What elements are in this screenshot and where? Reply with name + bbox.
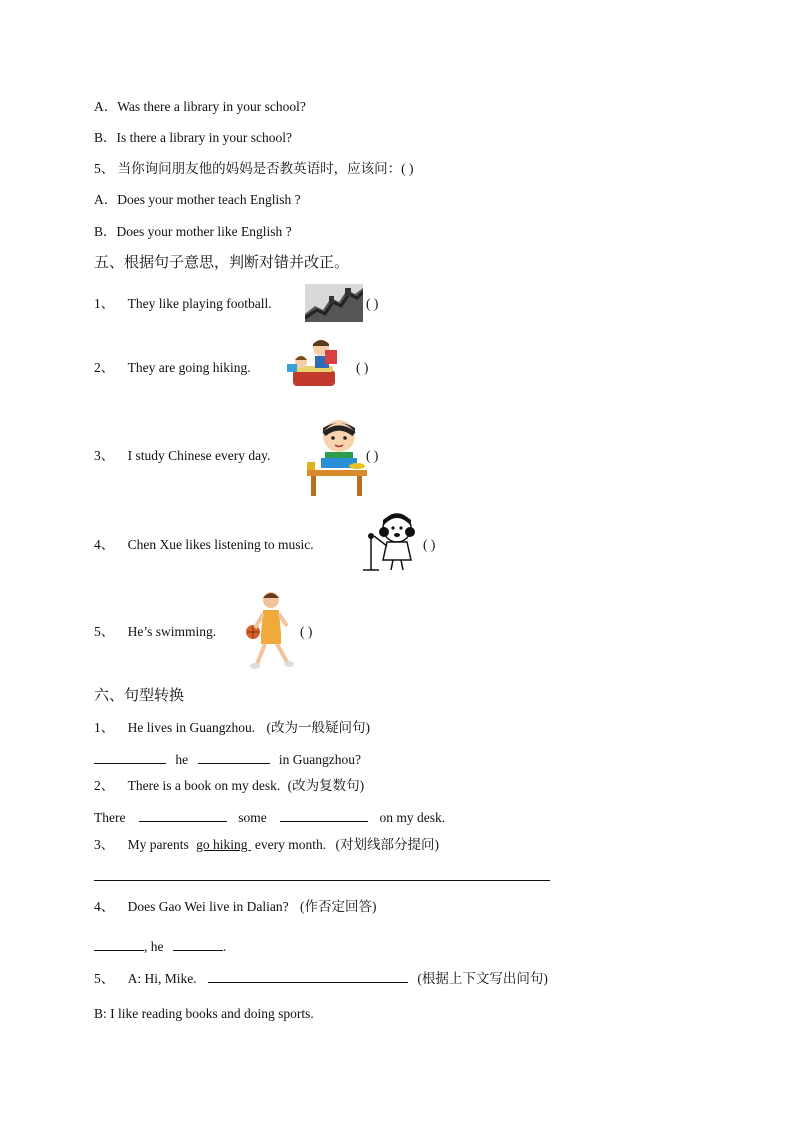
item-number: 5、 — [94, 624, 115, 639]
section-6-question-3 — [94, 836, 439, 854]
instruction: (改为一般疑问句) — [266, 720, 370, 735]
question-5-prompt: 5、 当你询问朋友他的妈妈是否教英语时，应该问：( ) — [94, 161, 414, 176]
answer-blank[interactable] — [198, 749, 270, 764]
instruction: (对划线部分提问) — [335, 837, 439, 852]
section-5-item-1 — [94, 295, 272, 313]
option-b: B．Does your mother like English ? — [94, 224, 292, 239]
item-text: Chen Xue likes listening to music. — [127, 537, 314, 552]
section-6-answer-2 — [94, 807, 445, 827]
item-text: He’s swimming. — [127, 624, 217, 639]
answer-paren[interactable]: ( ) — [366, 296, 379, 311]
item-number: 4、 — [94, 899, 115, 914]
great-wall-icon — [305, 284, 363, 322]
answer-text: . — [222, 939, 227, 954]
item-number: 5、 — [94, 971, 115, 986]
section-5-item-3 — [94, 447, 270, 465]
item-text: I study Chinese every day. — [127, 448, 271, 463]
item-number: 1、 — [94, 296, 115, 311]
section-6-answer-4 — [94, 936, 226, 956]
item-text: There is a book on my desk. — [127, 778, 281, 793]
item-number: 2、 — [94, 360, 115, 375]
section-6-question-4 — [94, 898, 377, 916]
underlined-phrase: go hiking — [196, 837, 251, 852]
item-text: They like playing football. — [127, 296, 272, 311]
answer-paren[interactable]: ( ) — [423, 537, 436, 552]
answer-blank[interactable] — [280, 807, 368, 822]
option-b: B．Is there a library in your school? — [94, 130, 292, 145]
item-number: 4、 — [94, 537, 115, 552]
item-text: My parents — [127, 837, 189, 852]
item-text: A: Hi, Mike. — [127, 971, 197, 986]
section-6-answer-3 — [94, 866, 550, 886]
answer-text: There — [94, 810, 126, 825]
item-number: 2、 — [94, 778, 115, 793]
section-6-title: 六、句型转换 — [94, 688, 185, 704]
instruction: (作否定回答) — [300, 899, 377, 914]
option-a: A．Was there a library in your school? — [94, 99, 306, 114]
section-5-title: 五、根据句子意思，判断对错并改正。 — [94, 255, 350, 271]
answer-blank[interactable] — [94, 936, 144, 951]
answer-text: he — [175, 752, 189, 767]
section-5-item-2 — [94, 359, 251, 377]
item-number: 3、 — [94, 837, 115, 852]
reading-kids-icon — [285, 336, 341, 392]
section-6-question-2 — [94, 777, 364, 795]
item-text: He lives in Guangzhou. — [127, 720, 256, 735]
option-a: A．Does your mother teach English ? — [94, 192, 301, 207]
item-text: Does Gao Wei live in Dalian? — [127, 899, 289, 914]
instruction: (根据上下文写出问句) — [417, 971, 548, 986]
section-6-question-5 — [94, 968, 548, 988]
answer-text: , he — [144, 939, 164, 954]
item-text: They are going hiking. — [127, 360, 251, 375]
answer-blank[interactable] — [173, 936, 223, 951]
answer-paren[interactable]: ( ) — [366, 448, 379, 463]
answer-paren[interactable]: ( ) — [356, 360, 369, 375]
section-5-item-4 — [94, 536, 314, 554]
girl-singing-icon — [353, 508, 419, 576]
answer-blank[interactable] — [139, 807, 227, 822]
section-6-answer-1 — [94, 749, 361, 769]
boy-studying-icon — [303, 412, 369, 498]
item-number: 3、 — [94, 448, 115, 463]
section-6-question-1 — [94, 719, 370, 737]
answer-blank[interactable] — [94, 749, 166, 764]
instruction: (改为复数句) — [287, 778, 365, 793]
answer-text: in Guangzhou? — [278, 752, 361, 767]
item-number: 1、 — [94, 720, 115, 735]
answer-paren[interactable]: ( ) — [300, 624, 313, 639]
section-5-item-5 — [94, 623, 216, 641]
answer-blank[interactable] — [208, 968, 408, 983]
basketball-player-icon — [243, 588, 299, 672]
answer-text: on my desk. — [379, 810, 446, 825]
answer-text: some — [238, 810, 267, 825]
section-6-reply-5: B: I like reading books and doing sports. — [94, 1006, 314, 1021]
item-text: every month. — [254, 837, 327, 852]
answer-blank[interactable] — [94, 866, 550, 881]
